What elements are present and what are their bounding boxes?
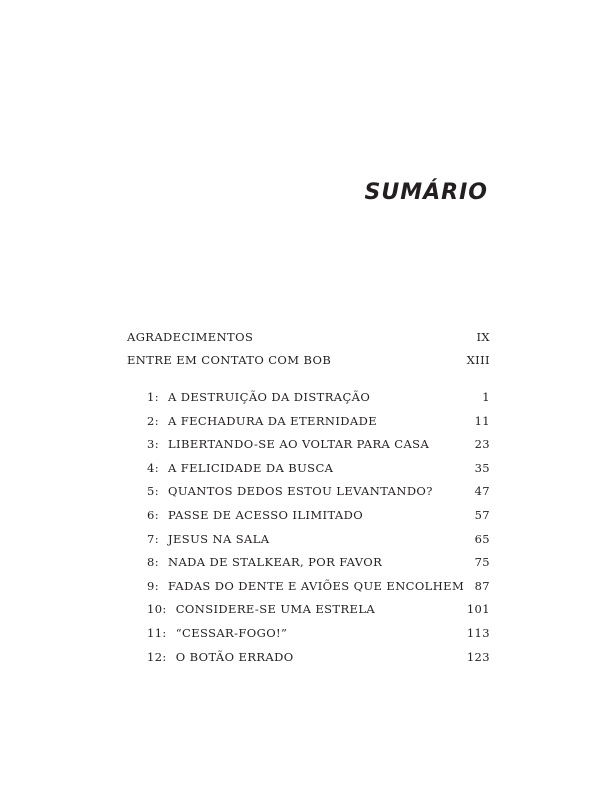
chapter-title: A DESTRUIÇÃO DA DISTRAÇÃO [168, 390, 371, 404]
chapter-title: PASSE DE ACESSO ILIMITADO [168, 507, 364, 522]
toc-page-number: 57 [474, 507, 490, 522]
chapter-title: JESUS NA SALA [168, 531, 270, 546]
chapter-title: CONSIDERE-SE UMA ESTRELA [175, 602, 376, 617]
chapter-title: A FECHADURA DA ETERNIDADE [168, 413, 378, 428]
toc-row [127, 555, 490, 579]
toc-row [127, 390, 490, 414]
page-title: SUMÁRIO [364, 180, 488, 205]
chapter-title: O BOTÃO ERRADO [175, 649, 294, 664]
chapter-number: 5: [147, 484, 159, 499]
toc-row [127, 330, 490, 353]
chapter-title: FADAS DO DENTE E AVIÕES QUE ENCOLHEM [168, 578, 465, 593]
toc-row [127, 414, 490, 438]
toc-page-number: 1 [482, 390, 490, 404]
toc-row [127, 579, 490, 603]
toc-page-number: 87 [474, 578, 490, 593]
toc-row [127, 626, 490, 650]
toc-row [127, 508, 490, 532]
toc-page-number: 35 [474, 460, 490, 475]
chapter-number: 10: [147, 602, 167, 617]
toc-page-number: 123 [466, 649, 490, 664]
chapter-title: QUANTOS DEDOS ESTOU LEVANTANDO? [168, 484, 433, 499]
front-matter-list [127, 330, 490, 376]
toc-page-number: 23 [474, 437, 490, 452]
toc-row [127, 650, 490, 674]
toc-page-number: 101 [466, 602, 490, 617]
chapter-number: 9: [147, 578, 159, 593]
chapter-number: 12: [147, 649, 167, 664]
toc-page-number: XIII [466, 353, 490, 367]
chapter-number: 7: [147, 531, 159, 546]
toc-page-number: 75 [474, 555, 490, 570]
chapter-number: 1: [147, 390, 159, 404]
chapter-title: “CESSAR-FOGO!” [175, 625, 288, 640]
toc-row [127, 353, 490, 376]
chapter-number: 8: [147, 555, 159, 570]
toc-row [127, 532, 490, 556]
chapter-number: 3: [147, 437, 159, 452]
chapter-number: 4: [147, 460, 159, 475]
chapter-number: 2: [147, 413, 159, 428]
toc-row [127, 461, 490, 485]
toc-page-number: IX [476, 330, 490, 344]
toc-row [127, 437, 490, 461]
chapter-title: LIBERTANDO-SE AO VOLTAR PARA CASA [168, 437, 430, 452]
chapter-title: A FELICIDADE DA BUSCA [168, 460, 334, 475]
toc-page-number: 47 [474, 484, 490, 499]
toc-row [127, 602, 490, 626]
toc-label: ENTRE EM CONTATO COM BOB [127, 353, 332, 367]
toc-page-number: 11 [474, 413, 490, 428]
chapter-list [127, 390, 490, 673]
chapter-number: 6: [147, 507, 159, 522]
toc-row [127, 484, 490, 508]
toc-page-number: 113 [466, 625, 490, 640]
toc-label: AGRADECIMENTOS [127, 330, 254, 344]
chapter-number: 11: [147, 625, 167, 640]
chapter-title: NADA DE STALKEAR, POR FAVOR [168, 555, 383, 570]
toc-page-number: 65 [474, 531, 490, 546]
